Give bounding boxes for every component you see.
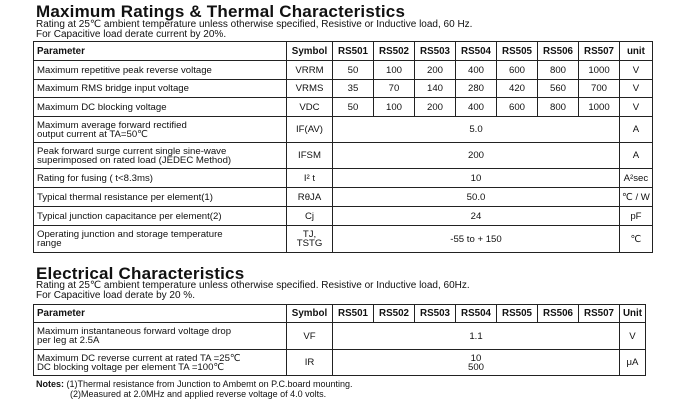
header-rs503: RS503: [415, 42, 456, 61]
value-cell: 800: [538, 61, 579, 80]
value-cell: 1000: [579, 61, 620, 80]
unit-cell: ℃: [620, 226, 653, 253]
symbol-cell: VRMS: [287, 80, 333, 98]
value-cell: 50: [333, 61, 374, 80]
unit-cell: A²sec: [620, 169, 653, 188]
header-unit: Unit: [620, 305, 646, 323]
header-rs505: RS505: [497, 42, 538, 61]
unit-cell: V: [620, 98, 653, 117]
value-cell: 70: [374, 80, 415, 98]
max-ratings-note-1: Rating at 25℃ ambient temperature unless otherwise specified, Resistive or Inductive load, 60 Hz.: [36, 19, 473, 30]
value-cell: 35: [333, 80, 374, 98]
value-cell: 400: [456, 61, 497, 80]
unit-cell: pF: [620, 207, 653, 226]
unit-cell: V: [620, 61, 653, 80]
param-cell: Typical junction capacitance per element(2): [34, 207, 287, 226]
param-cell: [34, 226, 287, 253]
header-rs507: RS507: [579, 305, 620, 323]
table-row: [34, 143, 653, 169]
symbol-cell: VDC: [287, 98, 333, 117]
header-parameter: Parameter: [34, 305, 287, 323]
param-cell: Maximum RMS bridge input voltage: [34, 80, 287, 98]
unit-cell: μA: [620, 350, 646, 376]
param-line: Maximum DC reverse current at rated TA =25℃: [37, 352, 241, 364]
symbol-cell: IF(AV): [287, 117, 333, 143]
table-row: [34, 98, 653, 117]
value-cell: 200: [415, 61, 456, 80]
header-rs501: RS501: [333, 305, 374, 323]
value-line: 500: [467, 361, 484, 373]
param-cell: Rating for fusing ( t<8.3ms): [34, 169, 287, 188]
header-symbol: Symbol: [287, 42, 333, 61]
value-cell: 200: [415, 98, 456, 117]
header-unit: unit: [620, 42, 653, 61]
header-rs507: RS507: [579, 42, 620, 61]
note-text: (1)Thermal resistance from Junction to Ambemt on P.C.board mounting.: [66, 379, 353, 389]
header-rs502: RS502: [374, 42, 415, 61]
param-line: Peak forward surge current single sine-wave: [37, 145, 227, 157]
param-cell: Typical thermal resistance per element(1): [34, 188, 287, 207]
param-cell: Maximum repetitive peak reverse voltage: [34, 61, 287, 80]
symbol-cell: I² t: [287, 169, 333, 188]
table-row: [34, 188, 653, 207]
param-line: range: [37, 238, 62, 249]
note-text: (2)Measured at 2.0MHz and applied reverse voltage of 4.0 volts.: [70, 389, 327, 399]
value-cell: 280: [456, 80, 497, 98]
header-parameter: Parameter: [34, 42, 287, 61]
param-cell: [34, 323, 287, 350]
header-rs504: RS504: [456, 305, 497, 323]
header-rs505: RS505: [497, 305, 538, 323]
max-ratings-title: Maximum Ratings & Thermal Characteristics: [36, 2, 406, 21]
unit-cell: V: [620, 80, 653, 98]
notes-label: Notes:: [36, 379, 65, 389]
electrical-table: [33, 304, 646, 376]
value-cell-merged: 24: [333, 207, 620, 226]
value-cell-merged: 10: [333, 169, 620, 188]
symbol-cell: RθJA: [287, 188, 333, 207]
param-line: Operating junction and storage temperature: [37, 229, 223, 240]
unit-cell: A: [620, 117, 653, 143]
param-cell: Maximum DC blocking voltage: [34, 98, 287, 117]
electrical-note-2: For Capacitive load derate by 20 %.: [36, 290, 195, 301]
max-header-row: [34, 42, 653, 61]
unit-cell: ℃ / W: [620, 188, 653, 207]
param-cell: [34, 117, 287, 143]
value-cell: 560: [538, 80, 579, 98]
param-cell: [34, 143, 287, 169]
table-row: [34, 80, 653, 98]
value-cell: 400: [456, 98, 497, 117]
unit-cell: V: [620, 323, 646, 350]
header-rs502: RS502: [374, 305, 415, 323]
value-cell: 420: [497, 80, 538, 98]
table-row: [34, 323, 646, 350]
param-line: output current at TA=50℃: [37, 128, 148, 140]
table-row: [34, 207, 653, 226]
symbol-cell: VRRM: [287, 61, 333, 80]
note-line-1: [36, 379, 353, 389]
value-cell-merged: 5.0: [333, 117, 620, 143]
symbol-cell: Cj: [287, 207, 333, 226]
value-cell-merged: 50.0: [333, 188, 620, 207]
max-ratings-note-2: For Capacitive load derate current by 20%.: [36, 29, 227, 40]
header-rs501: RS501: [333, 42, 374, 61]
value-cell-merged: 200: [333, 143, 620, 169]
value-cell: 600: [497, 98, 538, 117]
param-cell: [34, 350, 287, 376]
value-cell-merged: -55 to + 150: [333, 226, 620, 253]
symbol-cell: IR: [287, 350, 333, 376]
symbol-cell: IFSM: [287, 143, 333, 169]
notes-block: [36, 379, 353, 399]
note-line-2: [36, 389, 353, 399]
symbol-cell: VF: [287, 323, 333, 350]
table-row: [34, 350, 646, 376]
value-cell: 100: [374, 98, 415, 117]
value-cell: 700: [579, 80, 620, 98]
electrical-title: Electrical Characteristics: [36, 264, 245, 283]
symbol-line: TJ,: [302, 229, 317, 240]
value-line: 10: [470, 352, 482, 364]
symbol-line: TSTG: [296, 238, 323, 249]
header-rs506: RS506: [538, 305, 579, 323]
value-cell-merged: 1.1: [333, 323, 620, 350]
table-row: [34, 117, 653, 143]
header-rs503: RS503: [415, 305, 456, 323]
table-row: [34, 169, 653, 188]
header-symbol: Symbol: [287, 305, 333, 323]
electrical-note-1: Rating at 25℃ ambient temperature unless otherwise specified. Resistive or Inductive load, 60Hz.: [36, 280, 470, 291]
max-ratings-table: [33, 41, 653, 253]
param-line: superimposed on rated load (JEDEC Method): [37, 154, 232, 166]
symbol-cell: [287, 226, 333, 253]
param-line: per leg at 2.5A: [37, 335, 100, 346]
value-cell: 50: [333, 98, 374, 117]
header-rs504: RS504: [456, 42, 497, 61]
value-cell: 140: [415, 80, 456, 98]
unit-cell: A: [620, 143, 653, 169]
param-line: Maximum instantaneous forward voltage drop: [37, 326, 232, 337]
param-line: DC blocking voltage per element TA =100℃: [37, 361, 225, 373]
elec-header-row: [34, 305, 646, 323]
value-cell-merged: [333, 350, 620, 376]
header-rs506: RS506: [538, 42, 579, 61]
value-cell: 600: [497, 61, 538, 80]
param-line: Maximum average forward rectified: [37, 119, 187, 131]
value-cell: 100: [374, 61, 415, 80]
table-row: [34, 61, 653, 80]
value-cell: 800: [538, 98, 579, 117]
value-cell: 1000: [579, 98, 620, 117]
table-row: [34, 226, 653, 253]
